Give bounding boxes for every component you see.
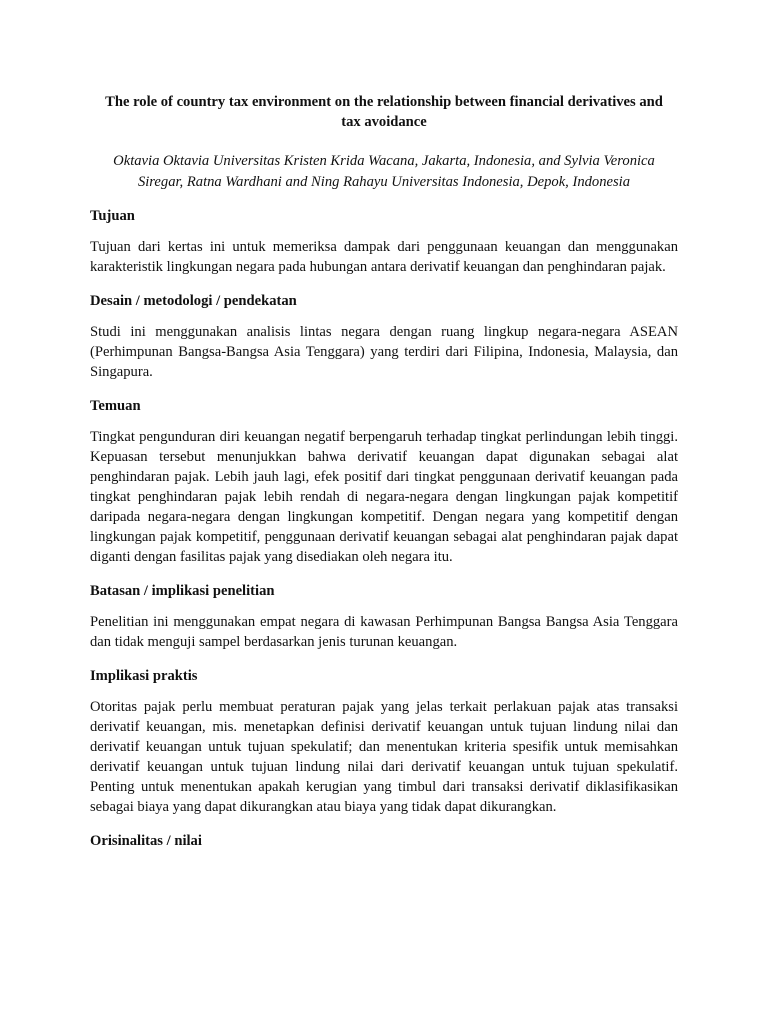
section-heading-temuan: Temuan: [90, 398, 141, 414]
section-body-batasan: Penelitian ini menggunakan empat negara di kawasan Perhimpunan Bangsa Bangsa Asia Tenggara dan tidak menguji sampel berdasarkan jenis turunan keuangan.: [90, 614, 678, 650]
section-heading-tujuan: Tujuan: [90, 208, 135, 224]
section-heading-implikasi-praktis: Implikasi praktis: [90, 668, 198, 684]
section-body-temuan: Tingkat pengunduran diri keuangan negatif berpengaruh terhadap tingkat perlindungan lebih tinggi. Kepuasan tersebut menunjukkan bahwa derivatif keuangan dapat digunakan sebagai alat penghindaran pajak. Lebih jauh lagi, efek positif dari tingkat penggunaan derivatif keuangan pada tingkat penghindaran pajak lebih rendah di negara-negara dengan lingkungan pajak kompetitif daripada negara-negara dengan lingkungan kompetitif. Dengan negara yang kompetitif dengan lingkungan pajak kompetitif, penggunaan derivatif keuangan sebagai alat penghindaran pajak dapat diganti dengan fasilitas pajak yang disediakan oleh negara itu.: [90, 429, 678, 565]
document-content: [90, 92, 678, 851]
document-authors: Oktavia Oktavia Universitas Kristen Krida Wacana, Jakarta, Indonesia, and Sylvia Veronica Siregar, Ratna Wardhani and Ning Rahayu Universitas Indonesia, Depok, Indonesia: [113, 153, 655, 190]
section-heading-batasan: Batasan / implikasi penelitian: [90, 583, 275, 599]
document-title: The role of country tax environment on the relationship between financial derivatives and tax avoidance: [105, 94, 663, 130]
section-body-desain: Studi ini menggunakan analisis lintas negara dengan ruang lingkup negara-negara ASEAN (Perhimpunan Bangsa-Bangsa Asia Tenggara) yang terdiri dari Filipina, Indonesia, Malaysia, dan Singapura.: [90, 324, 678, 380]
section-body-implikasi-praktis: Otoritas pajak perlu membuat peraturan pajak yang jelas terkait perlakuan pajak atas transaksi derivatif keuangan, mis. menetapkan definisi derivatif keuangan untuk tujuan lindung nilai dan derivatif keuangan untuk tujuan spekulatif; dan menentukan kriteria spesifik untuk memisahkan derivatif keuangan untuk tujuan lindung nilai dari derivatif keuangan untuk tujuan spekulatif. Penting untuk menentukan apakah kerugian yang timbul dari transaksi derivatif diklasifikasikan sebagai biaya yang dapat dikurangkan atau biaya yang tidak dapat dikurangkan.: [90, 699, 678, 815]
section-body-tujuan: Tujuan dari kertas ini untuk memeriksa dampak dari penggunaan keuangan dan menggunakan karakteristik lingkungan negara pada hubungan antara derivatif keuangan dan penghindaran pajak.: [90, 239, 678, 275]
section-heading-desain: Desain / metodologi / pendekatan: [90, 293, 297, 309]
section-heading-orisinalitas: Orisinalitas / nilai: [90, 833, 202, 849]
